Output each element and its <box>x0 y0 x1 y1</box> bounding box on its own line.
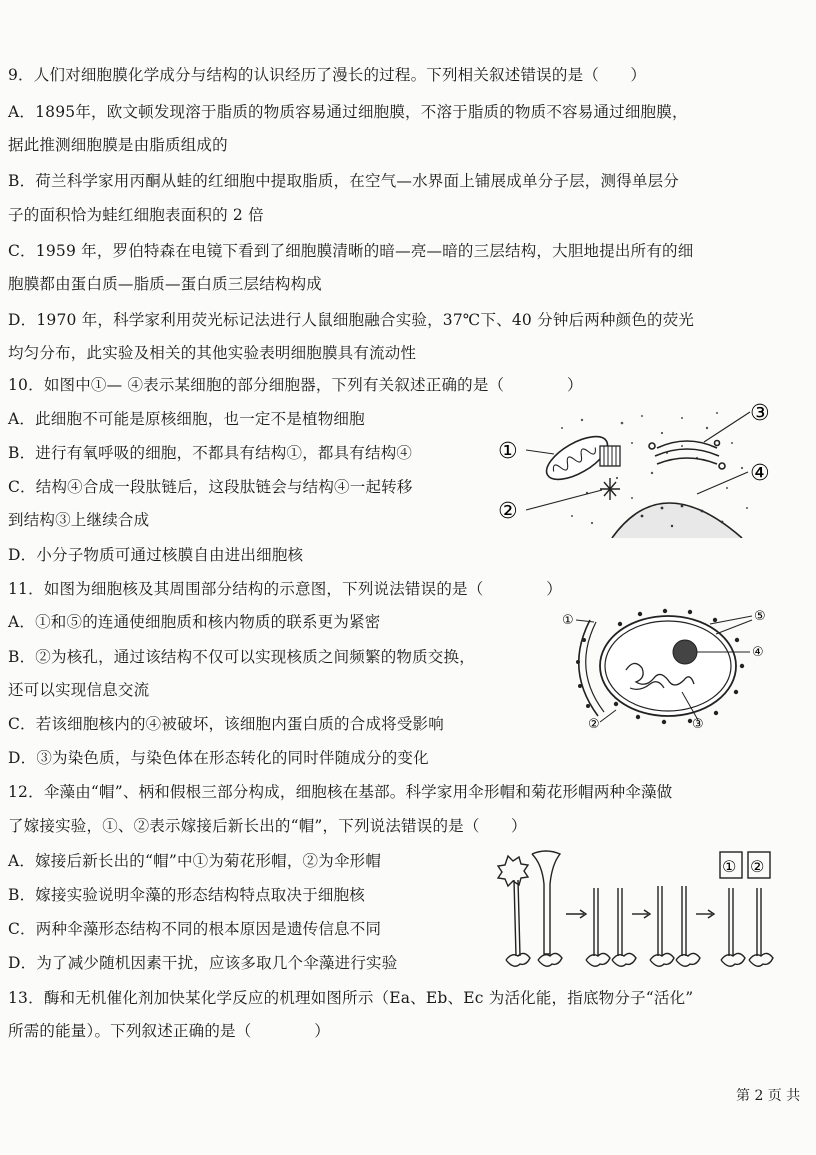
q11-fig-label-3: ③ <box>692 717 704 732</box>
q10-organelle-figure <box>492 398 808 538</box>
q11-fig-label-4: ④ <box>752 645 764 660</box>
q10-option-c-line2: 到结构③上继续合成 <box>8 511 150 529</box>
q11-fig-label-2: ② <box>588 717 600 732</box>
q11-fig-label-1: ① <box>562 613 574 628</box>
q9-option-c-line1: C．1959 年，罗伯特森在电镜下看到了细胞膜清晰的暗—亮—暗的三层结构，大胆地提出所有的细 <box>8 242 694 260</box>
q9-option-b-line2: 子的面积恰为蛙红细胞表面积的 2 倍 <box>8 206 264 224</box>
q9-option-d-line1: D．1970 年，科学家利用荧光标记法进行人鼠细胞融合实验，37℃下、40 分钟后两种颜色的荧光 <box>8 311 695 329</box>
q12-fig-label-2: ② <box>750 857 765 876</box>
q11-option-b-line1: B．②为核孔，通过该结构不仅可以实现核质之间频繁的物质交换， <box>8 648 475 666</box>
q10-fig-label-1: ① <box>498 439 518 464</box>
q9-option-a-line2: 据此推测细胞膜是由脂质组成的 <box>8 136 228 154</box>
q10-fig-label-2: ② <box>498 499 518 524</box>
q11-stem: 11．如图为细胞核及其周围部分结构的示意图，下列说法错误的是（ ） <box>8 580 562 598</box>
q9-option-d-line2: 均匀分布，此实验及相关的其他实验表明细胞膜具有流动性 <box>8 344 417 362</box>
q9-option-c-line2: 胞膜都由蛋白质—脂质—蛋白质三层结构构成 <box>8 275 323 293</box>
q13-stem-line1: 13．酶和无机催化剂加快某化学反应的机理如图所示（Ea、Eb、Ec 为活化能，指底物分子“活化” <box>8 989 694 1007</box>
q11-fig-label-5: ⑤ <box>754 609 766 624</box>
q9-option-a-line1: A．1895年，欧文顿发现溶于脂质的物质容易通过细胞膜，不溶于脂质的物质不容易通过细胞膜， <box>8 103 688 121</box>
q12-stem-line1: 12．伞藻由“帽”、柄和假根三部分构成，细胞核在基部。科学家用伞形帽和菊花形帽两种伞藻做 <box>8 783 673 801</box>
q11-option-c: C．若该细胞核内的④被破坏，该细胞内蛋白质的合成将受影响 <box>8 715 444 733</box>
q11-option-b-line2: 还可以实现信息交流 <box>8 681 150 699</box>
q10-option-a: A．此细胞不可能是原核细胞，也一定不是植物细胞 <box>8 410 365 428</box>
q10-option-d: D．小分子物质可通过核膜自由进出细胞核 <box>8 546 304 564</box>
q11-option-a: A．①和⑤的连通使细胞质和核内物质的联系更为紧密 <box>8 613 381 631</box>
q13-stem-line2: 所需的能量）。下列叙述正确的是（ ） <box>8 1022 330 1040</box>
q11-nucleus-figure <box>560 600 770 732</box>
q9-option-b-line1: B．荷兰科学家用丙酮从蛙的红细胞中提取脂质，在空气—水界面上铺展成单分子层，测得单层分 <box>8 172 679 190</box>
q12-option-b: B．嫁接实验说明伞藻的形态结构特点取决于细胞核 <box>8 886 365 904</box>
q12-option-c: C．两种伞藻形态结构不同的根本原因是遗传信息不同 <box>8 920 382 938</box>
q10-option-c-line1: C．结构④合成一段肽链后，这段肽链会与结构④一起转移 <box>8 478 413 496</box>
q10-option-b: B．进行有氧呼吸的细胞，不都具有结构①，都具有结构④ <box>8 444 413 462</box>
q9-stem: 9．人们对细胞膜化学成分与结构的认识经历了漫长的过程。下列相关叙述错误的是（ ） <box>8 66 647 84</box>
q12-stem-line2: 了嫁接实验，①、②表示嫁接后新长出的“帽”，下列说法错误的是（ ） <box>8 817 527 835</box>
q10-fig-label-3: ③ <box>750 401 770 426</box>
q12-fig-label-1: ① <box>722 857 737 876</box>
q10-fig-label-4: ④ <box>750 461 770 486</box>
q12-option-d: D．为了减少随机因素干扰，应该多取几个伞藻进行实验 <box>8 954 398 972</box>
page-number: 第 2 页 共 <box>736 1088 801 1104</box>
q10-stem: 10．如图中①— ④表示某细胞的部分细胞器，下列有关叙述正确的是（ ） <box>8 376 583 394</box>
q12-grafting-figure <box>496 848 786 976</box>
q12-option-a: A．嫁接后新长出的“帽”中①为菊花形帽，②为伞形帽 <box>8 852 382 870</box>
q11-option-d: D．③为染色质，与染色体在形态转化的同时伴随成分的变化 <box>8 749 429 767</box>
